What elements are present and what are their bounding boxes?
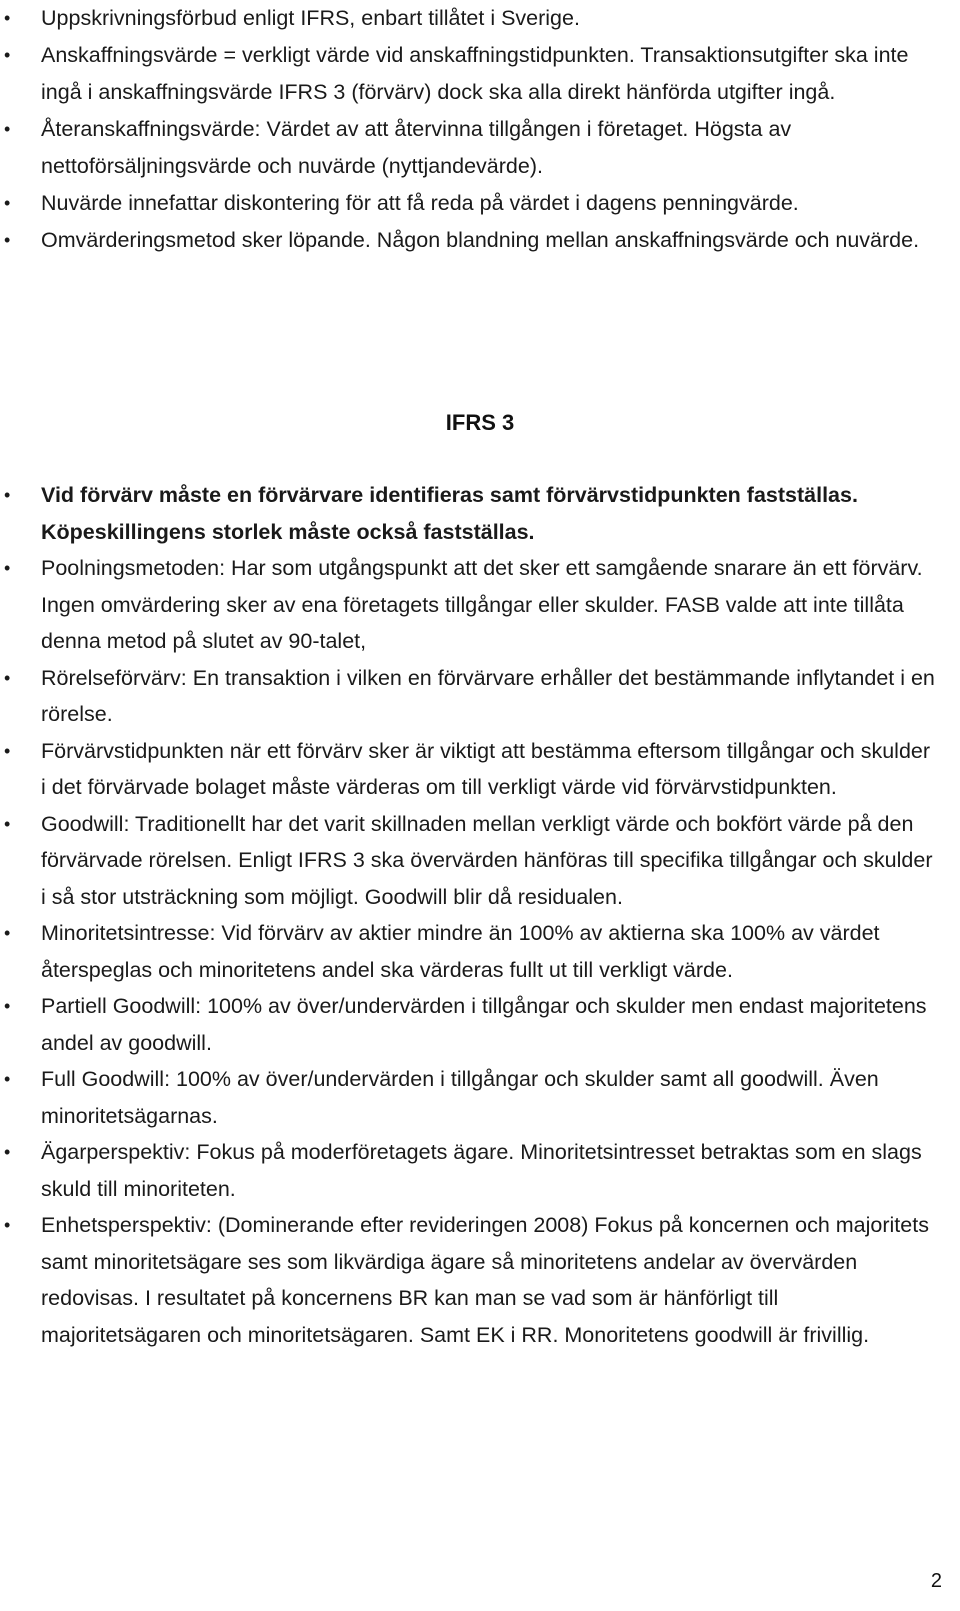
list-item-text: Ägarperspektiv: Fokus på moderföretagets ägare. Minoritetsintresset betraktas som en slags skuld till minoriteten.	[41, 1140, 922, 1201]
list-item-text: Nuvärde innefattar diskontering för att få reda på värdet i dagens penningvärde.	[41, 191, 799, 215]
list-item-text: Poolningsmetoden: Har som utgångspunkt att det sker ett samgående snarare än ett förvärv. Ingen omvärdering sker av ena företagets tillgångar eller skulder. FASB valde att inte tillåta denna metod på slutet av 90-talet,	[41, 556, 923, 653]
list-item	[0, 550, 960, 660]
list-item-text: Vid förvärv måste en förvärvare identifieras samt förvärvstidpunkten fastställas. Köpeskillingens storlek måste också fastställas.	[41, 483, 858, 544]
bullet-icon: •	[4, 667, 11, 688]
list-item	[0, 37, 960, 111]
list-item-text: Rörelseförvärv: En transaktion i vilken en förvärvare erhåller det bestämmande inflytandet i en rörelse.	[41, 665, 935, 726]
section-heading: IFRS 3	[445, 410, 515, 435]
list-item-text: Partiell Goodwill: 100% av över/undervärden i tillgångar och skulder men endast majoritetens andel av goodwill.	[41, 994, 927, 1055]
list-item-text: Omvärderingsmetod sker löpande. Någon blandning mellan anskaffningsvärde och nuvärde.	[41, 228, 920, 252]
bullet-icon: •	[4, 230, 11, 250]
list-item	[0, 0, 960, 37]
bullet-icon: •	[4, 8, 11, 28]
bullet-icon: •	[4, 1215, 11, 1235]
list-item	[0, 806, 960, 916]
list-item	[0, 222, 960, 259]
page-number: 2	[930, 1570, 942, 1592]
bullet-icon: •	[4, 193, 11, 213]
list-item-text: Goodwill: Traditionellt har det varit skillnaden mellan verkligt värde och bokfört värde på den förvärvade rörelsen. Enligt IFRS 3 ska övervärden hänföras till specifika tillgångar och skulder i så stor utsträckning som möjligt. Goodwill blir då residualen.	[41, 811, 933, 909]
list-item-text: Anskaffningsvärde = verkligt värde vid anskaffningstidpunkten. Transaktionsutgifter ska inte ingå i anskaffningsvärde IFRS 3 (förvärv) dock ska alla direkt hänförda utgifter ingå.	[41, 43, 909, 104]
bullet-icon: •	[4, 1142, 11, 1162]
list-item	[0, 733, 960, 806]
list-item-text: Minoritetsintresse: Vid förvärv av aktier mindre än 100% av aktierna ska 100% av värdet återspeglas och minoritetens andel ska värderas fullt ut till verkligt värde.	[41, 921, 880, 982]
bullet-icon: •	[4, 1069, 11, 1089]
list-item-text: Uppskrivningsförbud enligt IFRS, enbart tillåtet i Sverige.	[41, 6, 580, 30]
list-item	[0, 1134, 960, 1207]
list-item	[0, 111, 960, 185]
list-item-text: Full Goodwill: 100% av över/undervärden i tillgångar och skulder samt all goodwill. Även minoritetsägarnas.	[41, 1067, 879, 1128]
list-item	[0, 1207, 960, 1353]
bullet-list-ifrs3	[0, 477, 960, 1353]
list-item	[0, 477, 960, 550]
list-item	[0, 185, 960, 222]
bullet-list-valuation	[0, 0, 960, 259]
bullet-icon: •	[4, 45, 11, 65]
bullet-icon: •	[4, 119, 11, 139]
bullet-icon: •	[4, 558, 11, 578]
bullet-icon: •	[4, 996, 11, 1016]
list-item-text: Förvärvstidpunkten när ett förvärv sker är viktigt att bestämma eftersom tillgångar och skulder i det förvärvade bolaget måste värderas om till verkligt värde vid förvärvstidpunkten.	[41, 738, 931, 799]
bullet-icon: •	[4, 740, 11, 761]
list-item	[0, 988, 960, 1061]
list-item	[0, 1061, 960, 1134]
bullet-icon: •	[4, 923, 11, 943]
bullet-icon: •	[4, 813, 11, 834]
list-item	[0, 915, 960, 988]
list-item-text: Enhetsperspektiv: (Dominerande efter revideringen 2008) Fokus på koncernen och majoritets samt minoritetsägare ses som likvärdiga ägare så minoritetens andelar av övervärden redovisas. I resultatet på koncernens BR kan man se vad som är hänförligt till majoritetsägaren och minoritetsägaren. Samt EK i RR. Monoritetens goodwill är frivillig.	[41, 1213, 929, 1347]
list-item	[0, 660, 960, 733]
list-item-text: Återanskaffningsvärde: Värdet av att återvinna tillgången i företaget. Högsta av nettoförsäljningsvärde och nuvärde (nyttjandevärde).	[41, 117, 792, 178]
bullet-icon: •	[4, 485, 11, 505]
